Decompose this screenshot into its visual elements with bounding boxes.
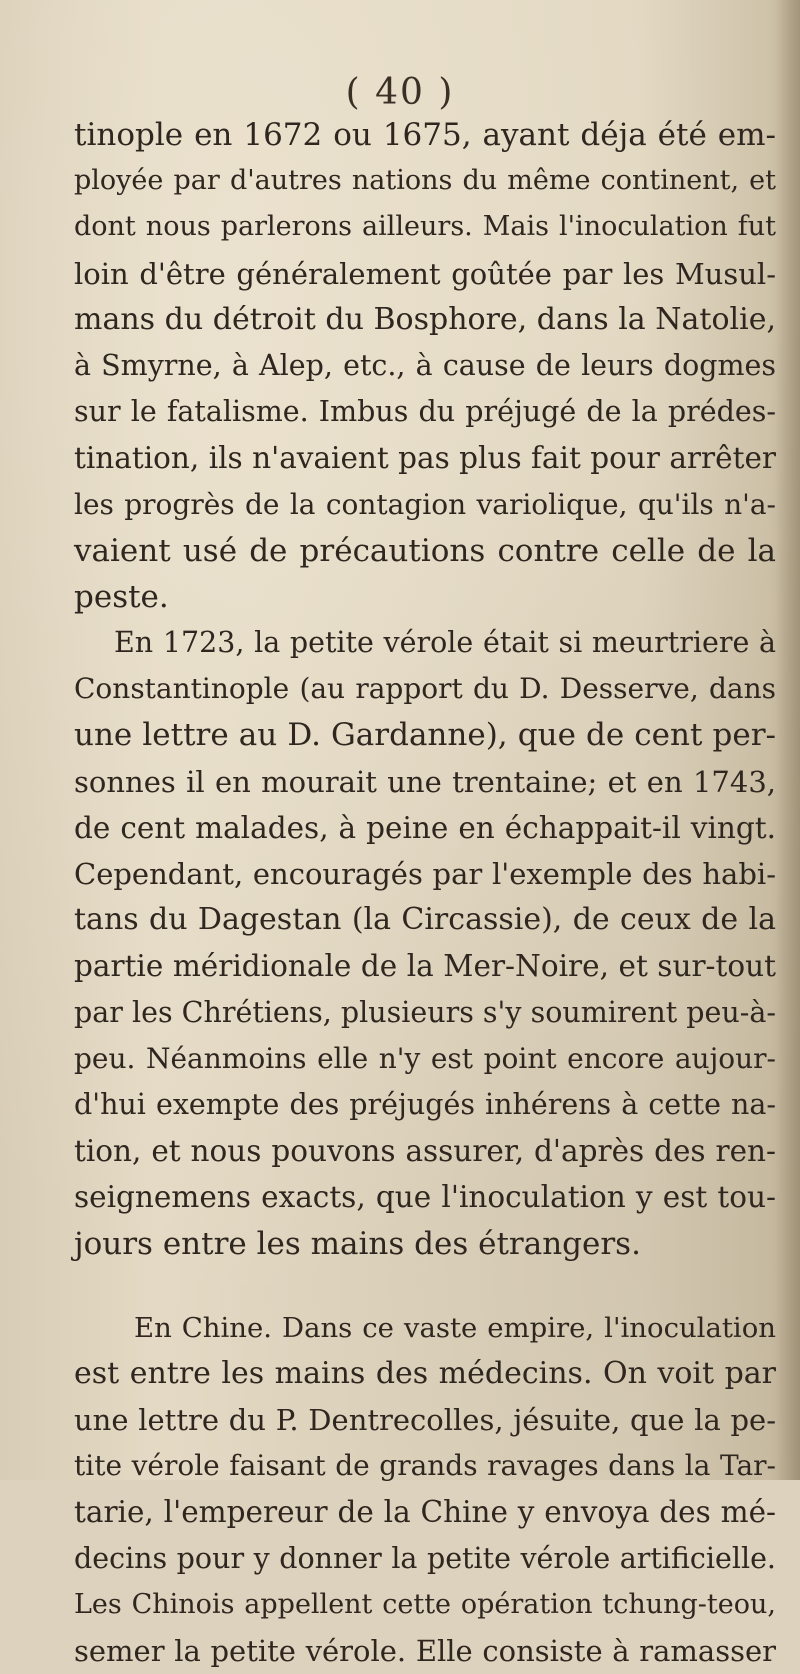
text-line: une lettre du P. Dentrecolles, jésuite, que la pe- xyxy=(74,1403,776,1438)
text-line: tion, et nous pouvons assurer, d'après des ren- xyxy=(74,1134,776,1169)
text-line: sur le fatalisme. Imbus du préjugé de la prédes- xyxy=(74,395,776,429)
text-line: d'hui exempte des préjugés inhérens à cette na- xyxy=(74,1087,776,1121)
text-line: vaient usé de précautions contre celle de la xyxy=(74,532,776,569)
page-number: ( 40 ) xyxy=(345,72,455,113)
text-line: tinople en 1672 ou 1675, ayant déja été em- xyxy=(74,117,776,153)
text-line: est entre les mains des médecins. On voit par xyxy=(74,1355,776,1391)
body-text xyxy=(74,112,776,1674)
page-edge-shadow xyxy=(776,0,800,1480)
text-line: partie méridionale de la Mer-Noire, et sur-tout xyxy=(74,949,776,984)
text-line: En Chine. Dans ce vaste empire, l'inoculation xyxy=(134,1311,776,1344)
text-line: jours entre les mains des étrangers. xyxy=(74,1225,641,1262)
text-line: à Smyrne, à Alep, etc., à cause de leurs dogmes xyxy=(74,348,776,382)
text-line: tarie, l'empereur de la Chine y envoya des mé- xyxy=(74,1495,776,1530)
text-line: tans du Dagestan (la Circassie), de ceux de la xyxy=(74,902,776,938)
text-line: ployée par d'autres nations du même continent, et xyxy=(74,165,776,197)
text-line: Constantinople (au rapport du D. Desserve, dans xyxy=(74,672,776,706)
text-line: semer la petite vérole. Elle consiste à ramasser xyxy=(74,1634,776,1668)
text-line: tination, ils n'avaient pas plus fait pour arrêter xyxy=(74,441,776,476)
paragraph-gap xyxy=(74,1267,776,1305)
text-line: peste. xyxy=(74,578,169,615)
text-line: En 1723, la petite vérole était si meurtriere à xyxy=(114,626,776,660)
text-line: par les Chrétiens, plusieurs s'y soumirent peu-à- xyxy=(74,995,776,1029)
text-line: loin d'être généralement goûtée par les Musul- xyxy=(74,256,776,291)
text-line: decins pour y donner la petite vérole artificielle. xyxy=(74,1541,776,1575)
text-line: les progrès de la contagion variolique, qu'ils n'a- xyxy=(74,487,776,521)
text-line: une lettre au D. Gardanne), que de cent per- xyxy=(74,717,776,754)
text-line: de cent malades, à peine en échappait-il vingt. xyxy=(74,810,776,845)
text-line: Cependant, encouragés par l'exemple des habi- xyxy=(74,857,776,891)
text-line: seignemens exacts, que l'inoculation y est tou- xyxy=(74,1180,776,1215)
text-line: peu. Néanmoins elle n'y est point encore aujour- xyxy=(74,1041,776,1075)
text-line: sonnes il en mourait une trentaine; et en 1743, xyxy=(74,764,776,799)
text-line: mans du détroit du Bosphore, dans la Natolie, xyxy=(74,301,776,337)
text-line: Les Chinois appellent cette opération tchung-teou, xyxy=(74,1588,776,1620)
text-line: dont nous parlerons ailleurs. Mais l'inoculation fut xyxy=(74,211,776,243)
text-line: tite vérole faisant de grands ravages dans la Tar- xyxy=(74,1449,776,1483)
